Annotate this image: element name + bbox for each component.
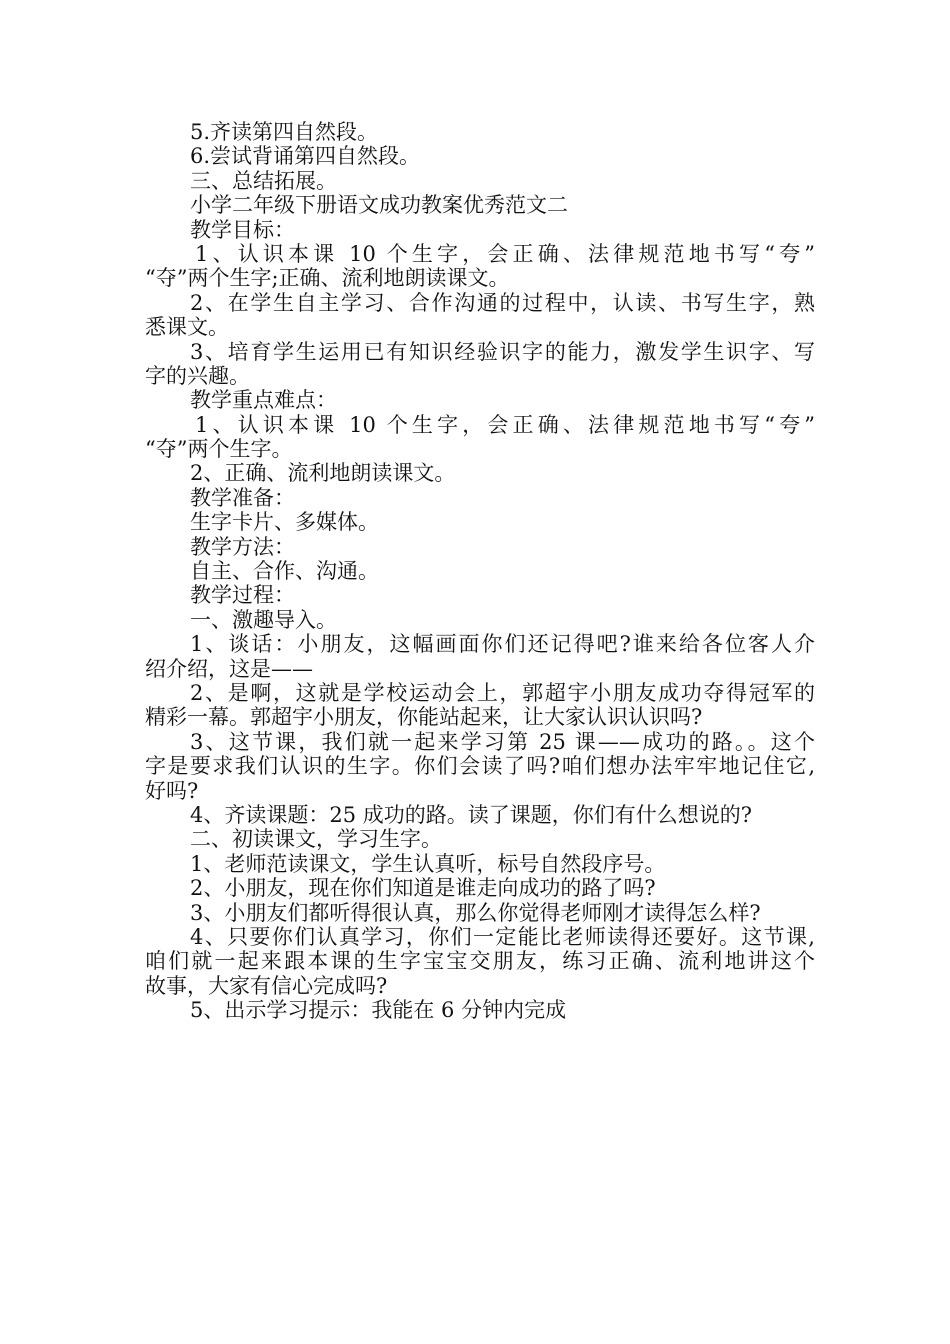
text-line: 2、小朋友，现在你们知道是谁走向成功的路了吗?: [190, 876, 656, 901]
text-line: 1、认识本课 10 个生字，会正确、法律规范地书写“夸”: [195, 412, 815, 437]
section-heading: 教学目标：: [190, 217, 295, 242]
text-line: 4、齐读课题：25 成功的路。读了课题，你们有什么想说的?: [190, 802, 753, 827]
text-line: 5.齐读第四自然段。: [190, 120, 379, 144]
text-line: 2、是啊，这就是学校运动会上，郭超宇小朋友成功夺得冠军的: [190, 680, 815, 705]
section-heading: 教学方法：: [190, 534, 295, 559]
text-line: 精彩一幕。郭超宇小朋友，你能站起来，让大家认识认识吗?: [145, 705, 703, 730]
text-line: “夺”两个生字。: [145, 437, 293, 462]
section-heading: 三、总结拓展。: [190, 168, 337, 193]
section-heading: 一、激趣导入。: [190, 607, 337, 632]
text-line: 故事，大家有信心完成吗?: [145, 973, 388, 998]
section-heading: 二、初读课文，学习生字。: [190, 827, 442, 852]
text-line: 绍介绍，这是——: [145, 656, 313, 681]
text-line: 咱们就一起来跟本课的生字宝宝交朋友，练习正确、流利地讲这个: [145, 949, 815, 974]
text-line: 悉课文。: [145, 315, 229, 340]
text-line: 3、这节课，我们就一起来学习第 25 课——成功的路。。这个: [190, 729, 815, 754]
document-body: [145, 120, 815, 1022]
text-line: 1、认识本课 10 个生字，会正确、法律规范地书写“夸”: [195, 241, 815, 266]
section-heading: 教学重点难点：: [190, 388, 337, 413]
text-line: 字的兴趣。: [145, 363, 250, 388]
text-line: 3、培育学生运用已有知识经验识字的能力，激发学生识字、写: [190, 339, 815, 364]
text-line: 4、只要你们认真学习，你们一定能比老师读得还要好。这节课,: [190, 924, 815, 949]
text-line: “夺”两个生字;正确、流利地朗读课文。: [145, 266, 510, 291]
section-heading: 教学准备：: [190, 485, 295, 510]
text-line: 2、正确、流利地朗读课文。: [190, 461, 456, 486]
text-line: 3、小朋友们都听得很认真，那么你觉得老师刚才读得怎么样?: [190, 900, 761, 925]
text-line: 字是要求我们认识的生字。你们会读了吗?咱们想办法牢牢地记住它,: [145, 754, 815, 779]
text-line: 6.尝试背诵第四自然段。: [190, 144, 421, 169]
text-line: 1、谈话：小朋友，这幅画面你们还记得吧?谁来给各位客人介: [190, 632, 815, 657]
text-line: 生字卡片、多媒体。: [190, 510, 379, 535]
document-title: 小学二年级下册语文成功教案优秀范文二: [190, 193, 568, 218]
text-line: 1、老师范读课文，学生认真听，标号自然段序号。: [190, 851, 666, 876]
text-line: 好吗?: [145, 778, 199, 803]
text-line: 2、在学生自主学习、合作沟通的过程中，认读、书写生字，熟: [190, 290, 815, 315]
section-heading: 教学过程：: [190, 583, 295, 608]
text-line: 5、出示学习提示：我能在 6 分钟内完成: [190, 998, 567, 1023]
text-line: 自主、合作、沟通。: [190, 559, 379, 584]
